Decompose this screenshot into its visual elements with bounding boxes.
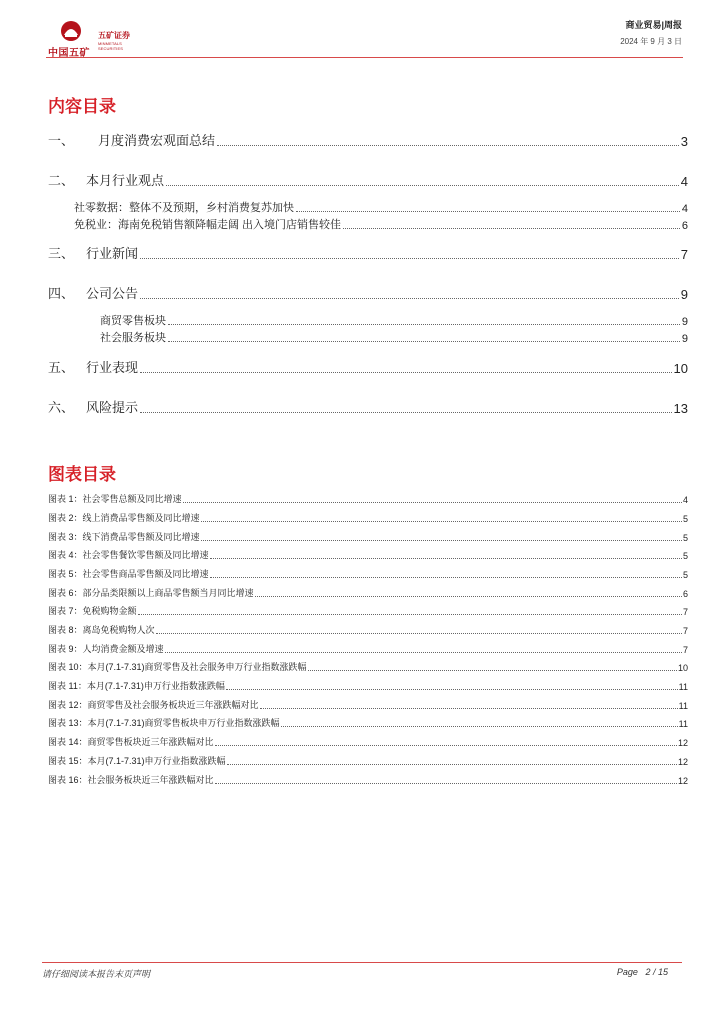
figure-item[interactable] [48, 773, 688, 786]
toc-item-text: 本月行业观点 [86, 173, 165, 188]
leader-dots [168, 340, 680, 342]
toc-subitem[interactable] [74, 199, 688, 215]
figures-title: 图表目录 [48, 465, 116, 484]
figure-item-label: 图表 10： [48, 662, 88, 672]
toc-subitem-text: 社会服务板块 [100, 332, 166, 344]
figure-item-label: 图表 16： [48, 775, 88, 785]
leader-dots [217, 144, 679, 146]
toc-item-number: 四、 [48, 286, 75, 301]
toc-item-number: 三、 [48, 246, 75, 261]
toc-subitem-text: 商贸零售板块 [100, 315, 166, 327]
header-divider [46, 57, 683, 58]
figure-item[interactable] [48, 567, 688, 580]
toc-title: 内容目录 [48, 97, 116, 116]
leader-dots [296, 210, 680, 212]
figure-item-text: 社会零售餐饮零售额及同比增速 [82, 550, 209, 560]
figure-item[interactable] [48, 623, 688, 636]
figure-item-label: 图表 4： [48, 550, 83, 560]
figure-item[interactable] [48, 492, 688, 505]
figure-item-page: 12 [677, 738, 688, 748]
figure-item-label: 图表 14： [48, 737, 88, 747]
figure-item-text: 线下消费品零售额及同比增速 [82, 532, 200, 542]
figure-item[interactable] [48, 511, 688, 524]
toc-item-text: 公司公告 [86, 286, 139, 301]
figure-item[interactable] [48, 698, 688, 711]
figure-item-text: 商贸零售板块近三年涨跌幅对比 [87, 737, 214, 747]
leader-dots [227, 763, 677, 765]
figure-item-page: 5 [682, 514, 688, 524]
figure-item-label: 图表 6： [48, 588, 83, 598]
logo-securities: 五矿证券 [98, 31, 130, 40]
figure-item-page: 11 [678, 701, 688, 711]
figure-item[interactable] [48, 660, 688, 673]
toc-subitem[interactable] [100, 312, 688, 328]
toc-subitem-page: 9 [681, 333, 688, 345]
report-type: 商业贸易|周报 [625, 20, 682, 30]
figure-item-label: 图表 13： [48, 718, 88, 728]
page-number [617, 967, 668, 977]
figure-item-page: 5 [682, 551, 688, 561]
figure-item-page: 11 [678, 719, 688, 729]
figure-item-text: 商贸零售及社会服务板块近三年涨跌幅对比 [87, 700, 259, 710]
figure-item-label: 图表 7： [48, 606, 83, 616]
figure-item-text: 本月(7.1-7.31)商贸零售板块申万行业指数涨跌幅 [87, 718, 280, 728]
leader-dots [140, 297, 679, 299]
footer-disclaimer: 请仔细阅读本报告末页声明 [42, 969, 151, 979]
leader-dots [260, 707, 678, 709]
figure-item-page: 7 [682, 626, 688, 636]
toc-subitem[interactable] [74, 216, 688, 232]
figure-item-text: 社会零售商品零售额及同比增速 [82, 569, 209, 579]
leader-dots [183, 501, 682, 503]
figure-item-text: 本月(7.1-7.31)商贸零售及社会服务申万行业指数涨跌幅 [87, 662, 307, 672]
leader-dots [140, 411, 672, 413]
leader-dots [140, 371, 672, 373]
figure-item-text: 本月(7.1-7.31)申万行业指数涨跌幅 [87, 756, 226, 766]
toc-item-number: 五、 [48, 360, 75, 375]
toc-item[interactable] [48, 397, 688, 416]
toc-item[interactable] [48, 357, 688, 376]
toc-item-page: 9 [680, 287, 688, 302]
figure-item[interactable] [48, 716, 688, 729]
leader-dots [281, 725, 678, 727]
leader-dots [308, 669, 677, 671]
figure-item-label: 图表 8： [48, 625, 83, 635]
figure-item-text: 免税购物金额 [82, 606, 137, 616]
figure-item-text: 离岛免税购物人次 [82, 625, 155, 635]
leader-dots [140, 257, 679, 259]
leader-dots [210, 576, 682, 578]
toc-subitem-text: 免税业：海南免税销售额降幅走阔 出入境门店销售较佳 [74, 219, 342, 231]
figure-item[interactable] [48, 530, 688, 543]
toc-item-page: 10 [673, 361, 688, 376]
figure-item-text: 社会服务板块近三年涨跌幅对比 [87, 775, 214, 785]
figure-item-label: 图表 11： [48, 681, 87, 691]
leader-dots [201, 539, 682, 541]
toc-item-text: 风险提示 [86, 400, 139, 415]
figure-item-text: 人均消费金额及增速 [82, 644, 164, 654]
figure-item-text: 部分品类限额以上商品零售额当月同比增速 [82, 588, 254, 598]
toc-item[interactable] [48, 170, 688, 189]
leader-dots [226, 688, 678, 690]
figure-item-label: 图表 2： [48, 513, 83, 523]
toc-item-text: 行业新闻 [86, 246, 139, 261]
report-date: 2024 年 9 月 3 日 [620, 37, 682, 46]
leader-dots [215, 782, 677, 784]
toc-item-number: 六、 [48, 400, 75, 415]
figure-item-page: 12 [677, 757, 688, 767]
toc-item-text: 月度消费宏观面总结 [98, 133, 216, 148]
figure-item[interactable] [48, 642, 688, 655]
toc-item[interactable] [48, 130, 688, 149]
figure-item-label: 图表 12： [48, 700, 88, 710]
leader-dots [215, 744, 677, 746]
figure-item[interactable] [48, 754, 688, 767]
figure-item-label: 图表 9： [48, 644, 83, 654]
figure-item-label: 图表 15： [48, 756, 88, 766]
toc-subitem-page: 9 [681, 316, 688, 328]
toc-item-page: 7 [680, 247, 688, 262]
leader-dots [165, 651, 682, 653]
leader-dots [156, 632, 682, 634]
page-header [0, 0, 724, 60]
leader-dots [168, 323, 680, 325]
figure-item[interactable] [48, 548, 688, 561]
logo-securities-en: MINMETALS SECURITIES [98, 41, 124, 51]
leader-dots [166, 184, 679, 186]
company-logo [46, 20, 146, 59]
figure-item-page: 4 [682, 495, 688, 505]
leader-dots [201, 520, 682, 522]
toc-item-number: 二、 [48, 173, 75, 188]
toc-item-page: 13 [673, 401, 688, 416]
figure-item[interactable] [48, 679, 688, 692]
logo-text-cn: 中国五矿 [48, 48, 90, 59]
figure-item[interactable] [48, 735, 688, 748]
figure-item-text: 线上消费品零售额及同比增速 [82, 513, 200, 523]
leader-dots [138, 613, 682, 615]
toc-item-page: 4 [680, 174, 688, 189]
page-value: 2 / 15 [645, 967, 668, 977]
page-label: Page [616, 967, 638, 977]
footer-divider [42, 962, 682, 963]
figure-item-page: 5 [682, 533, 688, 543]
figure-item-page: 7 [682, 645, 688, 655]
leader-dots [255, 595, 682, 597]
leader-dots [343, 227, 680, 229]
toc-subitem-page: 6 [681, 220, 688, 232]
figure-item-page: 12 [677, 776, 688, 786]
toc-subitem-page: 4 [681, 203, 688, 215]
figure-item-label: 图表 1： [48, 494, 83, 504]
figure-item-label: 图表 5： [48, 569, 83, 579]
toc-item-page: 3 [680, 134, 688, 149]
figure-item-page: 5 [682, 570, 688, 580]
toc-subitem-text: 社零数据：整体不及预期，乡村消费复苏加快 [74, 202, 294, 214]
figure-item-text: 社会零售总额及同比增速 [82, 494, 182, 504]
toc-item[interactable] [48, 283, 688, 302]
leader-dots [210, 557, 682, 559]
figure-item-page: 11 [678, 682, 688, 692]
figure-item-page: 6 [682, 589, 688, 599]
figure-item-label: 图表 3： [48, 532, 83, 542]
toc-subitem[interactable] [100, 329, 688, 345]
figure-item[interactable] [48, 604, 688, 617]
figure-item-page: 10 [677, 663, 688, 673]
figure-item[interactable] [48, 586, 688, 599]
figure-item-page: 7 [682, 607, 688, 617]
toc-item[interactable] [48, 243, 688, 262]
logo-mark-icon [60, 20, 82, 42]
figure-item-text: 本月(7.1-7.31)申万行业指数涨跌幅 [86, 681, 225, 691]
toc-item-text: 行业表现 [86, 360, 139, 375]
toc-item-number: 一、 [48, 133, 75, 148]
